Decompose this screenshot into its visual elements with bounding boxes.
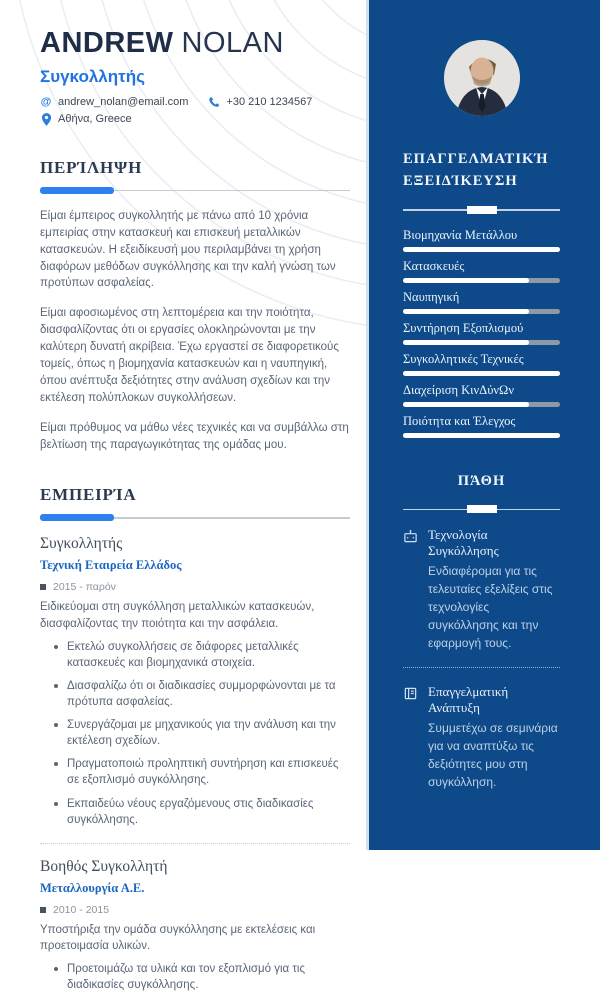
location-pin-icon (40, 113, 52, 126)
summary-paragraph: Είμαι έμπειρος συγκολλητής με πάνω από 10 χρόνια εμπειρίας στην κατασκευή και επισκευή μεταλλικών κατασκευών. Η εξειδίκευσή μου περιλαμβάνει τη χρήση διαφόρων μεθόδων συγκόλλησης και την καλή γνώση των προτύπων ασφαλείας. (40, 209, 336, 290)
section-rule (40, 514, 350, 521)
job-description: Υποστήριξα την ομάδα συγκόλλησης με εκτελέσεις και προετοιμασία υλικών. (40, 923, 316, 953)
summary-section (40, 158, 350, 454)
profile-photo (444, 40, 520, 116)
phone-contact[interactable] (208, 96, 312, 109)
job-period-value: 2010 - 2015 (53, 903, 110, 916)
email-contact[interactable] (40, 96, 188, 109)
contact-info (40, 96, 350, 126)
passion-separator (403, 667, 560, 668)
summary-paragraph: Είμαι πρόθυμος να μάθω νέες τεχνικές και να συμβάλλω στη βελτίωση της παραγωγικότητας της ομάδας μου. (40, 421, 349, 451)
skill-name: Διαχείριση ΚινΔύνΩν (403, 382, 514, 397)
passion-title: Τεχνολογία Συγκόλλησης (428, 527, 499, 559)
skill-bar (403, 278, 560, 283)
first-name: ANDREW (40, 27, 174, 59)
skill-name: Βιομηχανία Μετάλλου (403, 227, 518, 242)
job-title: Βοηθός Συγκολλητή (40, 857, 168, 875)
job-bullet: Εκπαιδεύω νέους εργαζόμενους στις διαδικασίες συγκόλλησης. (54, 796, 350, 828)
job-bullet-list (40, 961, 350, 993)
skill-item (403, 352, 560, 376)
skill-item (403, 228, 560, 252)
email-at-icon: @ (40, 96, 52, 109)
passions-heading: ΠΆΘΗ (457, 472, 506, 489)
skill-bar (403, 433, 560, 438)
job-period (40, 581, 350, 593)
job-bullet: Εκτελώ συγκολλήσεις σε διάφορες μεταλλικές κατασκευές και βιομηχανικά στοιχεία. (54, 639, 350, 671)
skills-list (403, 228, 560, 438)
skill-bar (403, 371, 560, 376)
job-company: Μεταλλουργία Α.Ε. (40, 880, 145, 895)
experience-section (40, 485, 350, 993)
job-period-value: 2015 - παρόν (53, 581, 116, 594)
sidebar-rule (403, 206, 560, 214)
summary-heading: ΠΕΡΊΛΗΨΗ (40, 157, 143, 177)
passion-item (403, 527, 560, 652)
skill-item (403, 290, 560, 314)
professional-development-icon (403, 686, 418, 706)
skill-item (403, 383, 560, 407)
sidebar (366, 0, 600, 850)
skill-name: Ναυπηγική (403, 289, 460, 304)
job-company: Τεχνική Εταιρεία Ελλάδος (40, 558, 182, 573)
job-entry (40, 858, 350, 993)
passion-title: Επαγγελματική Ανάπτυξη (428, 684, 509, 716)
passion-item (403, 684, 560, 791)
phone-icon (208, 96, 220, 109)
job-bullet: Συνεργάζομαι με μηχανικούς για την ανάλυση και την εκτέλεση σχεδίων. (54, 717, 350, 749)
full-name (40, 28, 350, 60)
job-bullet: Πραγματοποιώ προληπτική συντήρηση και επισκευές σε εξοπλισμό συγκόλλησης. (54, 756, 350, 788)
headline-job-title: Συγκολλητής (40, 66, 145, 86)
location-value: Αθήνα, Greece (58, 113, 132, 126)
location-contact (40, 113, 132, 126)
experience-heading: ΕΜΠΕΙΡΊΑ (40, 485, 137, 505)
welding-technology-icon (403, 529, 418, 549)
job-separator (40, 843, 350, 844)
job-title: Συγκολλητής (40, 535, 123, 553)
skill-name: Ποιότητα και Έλεγχος (403, 413, 516, 428)
expertise-heading: ΕΠΑΓΓΕΛΜΑΤΙΚΉ ΕΞΕΙΔΊΚΕΥΣΗ (403, 151, 549, 190)
skill-bar (403, 247, 560, 252)
phone-value[interactable]: +30 210 1234567 (226, 96, 313, 109)
job-period (40, 904, 350, 916)
passion-text: Συμμετέχω σε σεμινάρια για να αναπτύξω τις δεξιότητες μου στη συγκόλληση. (428, 721, 558, 790)
skill-name: Συγκολλητικές Τεχνικές (403, 351, 524, 366)
job-bullet: Προετοιμάζω τα υλικά και τον εξοπλισμό για τις διαδικασίες συγκόλλησης. (54, 961, 350, 993)
calendar-icon (40, 907, 46, 913)
email-value[interactable]: andrew_nolan@email.com (58, 96, 189, 109)
job-bullet: Διασφαλίζω ότι οι διαδικασίες συμμορφώνονται με τα πρότυπα ασφαλείας. (54, 678, 350, 710)
job-bullet-list (40, 639, 350, 828)
skill-bar (403, 309, 560, 314)
section-rule (40, 187, 350, 194)
skill-name: Κατασκευές (403, 258, 465, 273)
passion-text: Ενδιαφέρομαι για τις τελευταίες εξελίξεις στις τεχνολογίες συγκόλλησης και την εφαρμογή τους. (428, 564, 553, 651)
skill-item (403, 414, 560, 438)
skill-bar (403, 340, 560, 345)
calendar-icon (40, 584, 46, 590)
summary-paragraph: Είμαι αφοσιωμένος στη λεπτομέρεια και την ποιότητα, διασφαλίζοντας ότι οι εργασίες ολοκληρώνονται με την καλύτερη δυνατή ακρίβεια. Έχω εργαστεί σε διαφορετικούς τομείς, όπως η βιομηχανία κατασκευών και η ναυπηγική, όπου ανέπτυξα δεξιότητες στην ανάλυση σχεδίων και την εκτέλεση πολύπλοκων συγκολλήσεων. (40, 307, 339, 404)
sidebar-rule (403, 505, 560, 513)
job-description: Ειδικεύομαι στη συγκόλληση μεταλλικών κατασκευών, διασφαλίζοντας την ποιότητα και την ασφάλεια. (40, 601, 315, 631)
last-name: NOLAN (181, 27, 284, 59)
job-entry (40, 535, 350, 827)
skill-item (403, 259, 560, 283)
skill-name: Συντήρηση Εξοπλισμού (403, 320, 524, 335)
skill-item (403, 321, 560, 345)
skill-bar (403, 402, 560, 407)
